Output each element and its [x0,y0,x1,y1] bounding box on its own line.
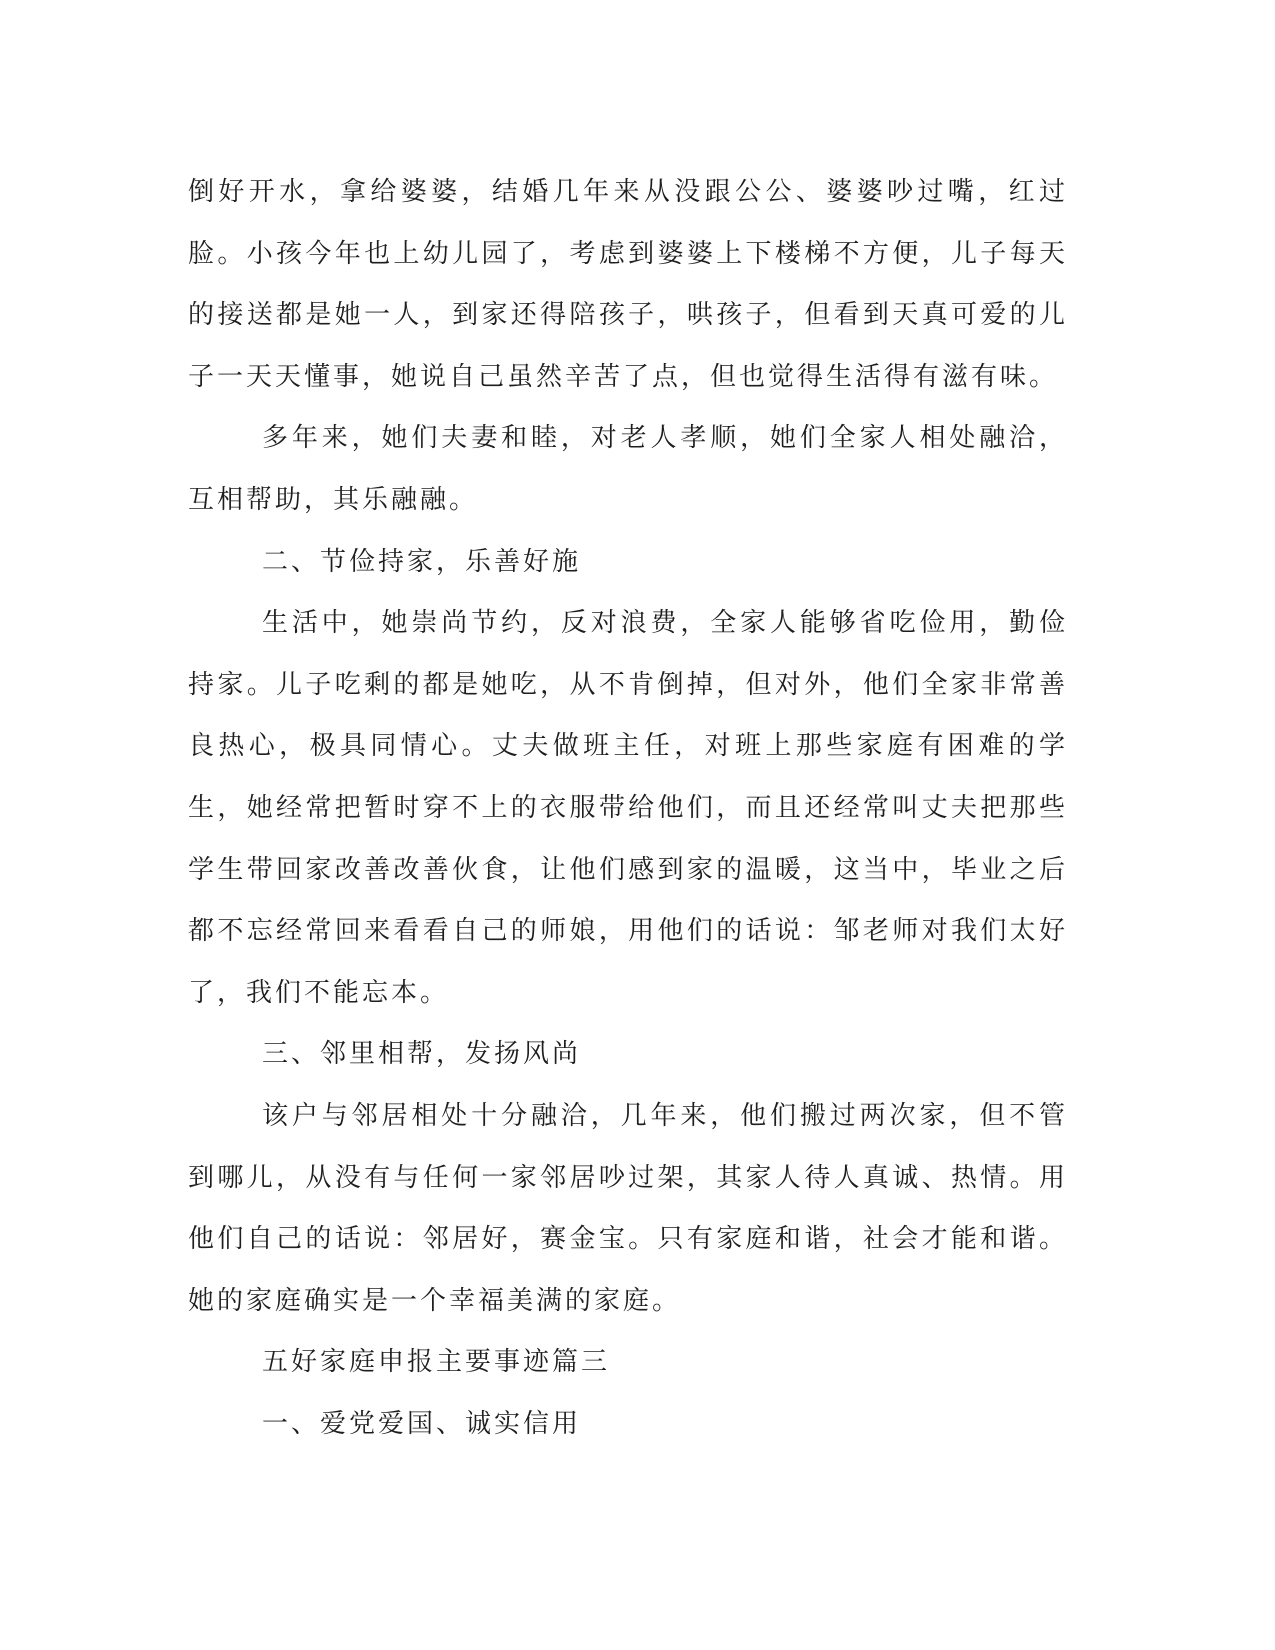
paragraph-neighborly-help: 该户与邻居相处十分融洽，几年来，他们搬过两次家，但不管到哪儿，从没有与任何一家邻居吵过架，其家人待人真诚、热情。用他们自己的话说：邻居好，赛金宝。只有家庭和谐，社会才能和谐。她的家庭确实是一个幸福美满的家庭。 [188,1100,1068,1316]
paragraph-thrift-and-charity: 生活中，她崇尚节约，反对浪费，全家人能够省吃俭用，勤俭持家。儿子吃剩的都是她吃，从不肯倒掉，但对外，他们全家非常善良热心，极具同情心。丈夫做班主任，对班上那些家庭有困难的学生，她经常把暂时穿不上的衣服带给他们，而且还经常叫丈夫把那些学生带回家改善改善伙食，让他们感到家的温暖，这当中，毕业之后都不忘经常回来看看自己的师娘，用他们的话说：邹老师对我们太好了，我们不能忘本。 [188,608,1068,1008]
article-heading-part-three: 五好家庭申报主要事迹篇三 [262,1347,611,1378]
section-heading-neighborly-help: 三、邻里相帮，发扬风尚 [262,1039,582,1070]
section-heading-patriotism-and-integrity: 一、爱党爱国、诚实信用 [262,1408,582,1439]
paragraph-continued-care-of-family: 倒好开水，拿给婆婆，结婚几年来从没跟公公、婆婆吵过嘴，红过脸。小孩今年也上幼儿园了，考虑到婆婆上下楼梯不方便，儿子每天的接送都是她一人，到家还得陪孩子，哄孩子，但看到天真可爱的儿子一天天懂事，她说自己虽然辛苦了点，但也觉得生活得有滋有味。 [188,177,1068,392]
section-heading-thrift-and-charity: 二、节俭持家，乐善好施 [262,546,582,577]
document-body [188,162,1068,1455]
paragraph-family-harmony: 多年来，她们夫妻和睦，对老人孝顺，她们全家人相处融洽，互相帮助，其乐融融。 [188,423,1068,515]
